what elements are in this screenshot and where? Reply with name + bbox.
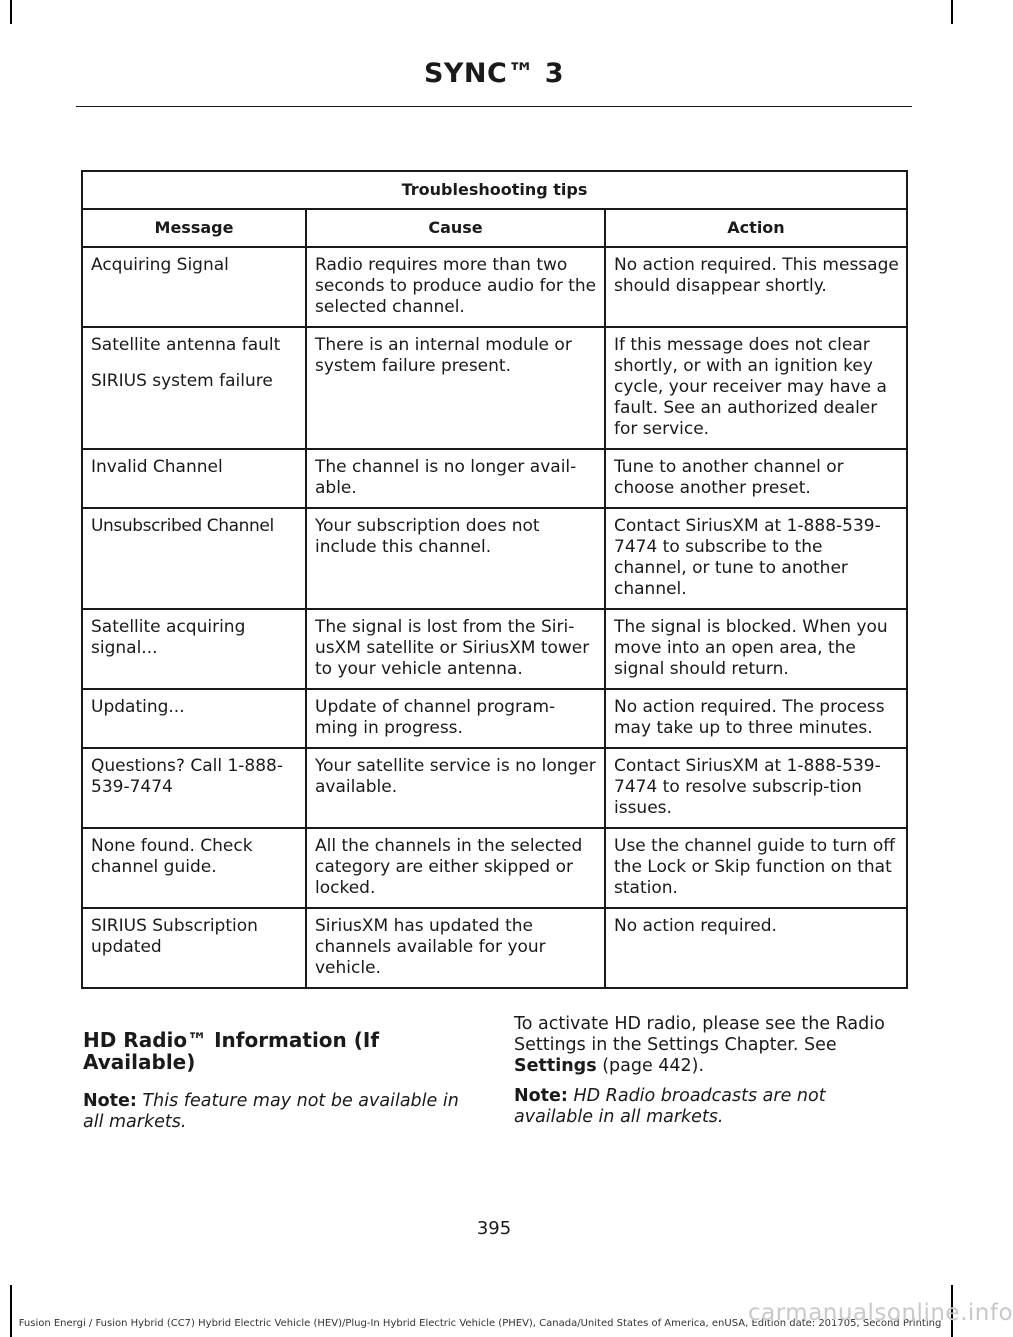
table-row <box>82 508 907 609</box>
action-cell: No action required. This message should disappear shortly. <box>605 247 907 327</box>
table-row <box>82 247 907 327</box>
cause-cell: Your subscription does not include this channel. <box>306 508 605 609</box>
column-header-cause: Cause <box>306 209 605 247</box>
table-row <box>82 609 907 689</box>
note-broadcasts <box>514 1086 910 1128</box>
action-cell: Tune to another channel or choose another preset. <box>605 449 907 508</box>
action-cell: No action required. <box>605 908 907 988</box>
activate-paragraph <box>514 1014 910 1077</box>
cause-cell: SiriusXM has updated the channels available for your vehicle. <box>306 908 605 988</box>
message-text: Acquiring Signal <box>91 255 229 275</box>
crop-mark-bottom-left <box>10 1285 12 1337</box>
cause-cell: All the channels in the selected category are either skipped or locked. <box>306 828 605 908</box>
section-heading-hd-radio: HD Radio™ Information (If Available) <box>83 1028 380 1074</box>
note-label: Note: <box>514 1086 568 1106</box>
message-text: SIRIUS system failure <box>91 371 273 391</box>
cause-cell: The channel is no longer avail-able. <box>306 449 605 508</box>
table-row <box>82 327 907 449</box>
message-text: SIRIUS Subscription updated <box>91 916 258 957</box>
message-cell <box>82 247 306 327</box>
action-cell: Contact SiriusXM at 1-888-539-7474 to subscribe to the channel, or tune to another channel. <box>605 508 907 609</box>
message-cell <box>82 689 306 748</box>
message-text: Updating... <box>91 697 185 717</box>
table-row <box>82 908 907 988</box>
action-cell: If this message does not clear shortly, or with an ignition key cycle, your receiver may have a fault. See an authorized dealer for service. <box>605 327 907 449</box>
message-text: Questions? Call 1-888-539-7474 <box>91 756 283 797</box>
cause-cell: The signal is lost from the Siri-usXM satellite or SiriusXM tower to your vehicle antenna. <box>306 609 605 689</box>
message-cell <box>82 908 306 988</box>
column-header-action: Action <box>605 209 907 247</box>
message-cell <box>82 327 306 449</box>
column-header-message: Message <box>82 209 306 247</box>
message-cell <box>82 828 306 908</box>
page-title: SYNC™ 3 <box>423 58 565 89</box>
right-column <box>514 1014 910 1128</box>
message-cell <box>82 748 306 828</box>
page-reference: (page 442). <box>602 1056 705 1076</box>
note-text: HD Radio broadcasts are not available in all markets. <box>514 1086 826 1127</box>
crop-mark-top-left <box>10 0 12 24</box>
left-column <box>83 1014 483 1133</box>
troubleshooting-table <box>81 170 908 989</box>
table-row <box>82 828 907 908</box>
note-availability <box>83 1091 483 1133</box>
action-cell: Use the channel guide to turn off the Lock or Skip function on that station. <box>605 828 907 908</box>
note-text: This feature may not be available in all markets. <box>83 1091 459 1132</box>
cause-cell: Radio requires more than two seconds to produce audio for the selected channel. <box>306 247 605 327</box>
table-row <box>82 449 907 508</box>
watermark: carmanualsonline.info <box>748 1300 1013 1326</box>
action-cell: The signal is blocked. When you move into an open area, the signal should return. <box>605 609 907 689</box>
message-text: Satellite antenna fault <box>91 335 281 355</box>
cause-cell: Update of channel program-ming in progress. <box>306 689 605 748</box>
activate-text: To activate HD radio, please see the Radio Settings in the Settings Chapter. See <box>514 1014 885 1055</box>
message-text: Invalid Channel <box>91 457 223 477</box>
cause-cell: Your satellite service is no longer available. <box>306 748 605 828</box>
title-rule <box>76 106 912 107</box>
footer-edition-info: Fusion Energi / Fusion Hybrid (CC7) Hybrid Electric Vehicle (HEV)/Plug-In Hybrid Electric Vehicle (PHEV), Canada/United States of America, enUSA, Edition date: 201705, Second Printing <box>18 1318 942 1329</box>
action-cell: No action required. The process may take up to three minutes. <box>605 689 907 748</box>
message-text: None found. Check channel guide. <box>91 836 253 877</box>
table-row <box>82 748 907 828</box>
settings-link[interactable]: Settings <box>514 1056 597 1076</box>
message-cell <box>82 609 306 689</box>
message-text: Unsubscribed Channel <box>91 516 274 536</box>
message-cell <box>82 508 306 609</box>
message-text: Satellite acquiring signal... <box>91 617 246 658</box>
note-label: Note: <box>83 1091 137 1111</box>
action-cell: Contact SiriusXM at 1-888-539-7474 to resolve subscrip-tion issues. <box>605 748 907 828</box>
crop-mark-top-right <box>951 0 953 24</box>
message-cell <box>82 449 306 508</box>
table-caption: Troubleshooting tips <box>82 171 907 209</box>
cause-cell: There is an internal module or system failure present. <box>306 327 605 449</box>
page-number: 395 <box>476 1218 512 1239</box>
table-row <box>82 689 907 748</box>
